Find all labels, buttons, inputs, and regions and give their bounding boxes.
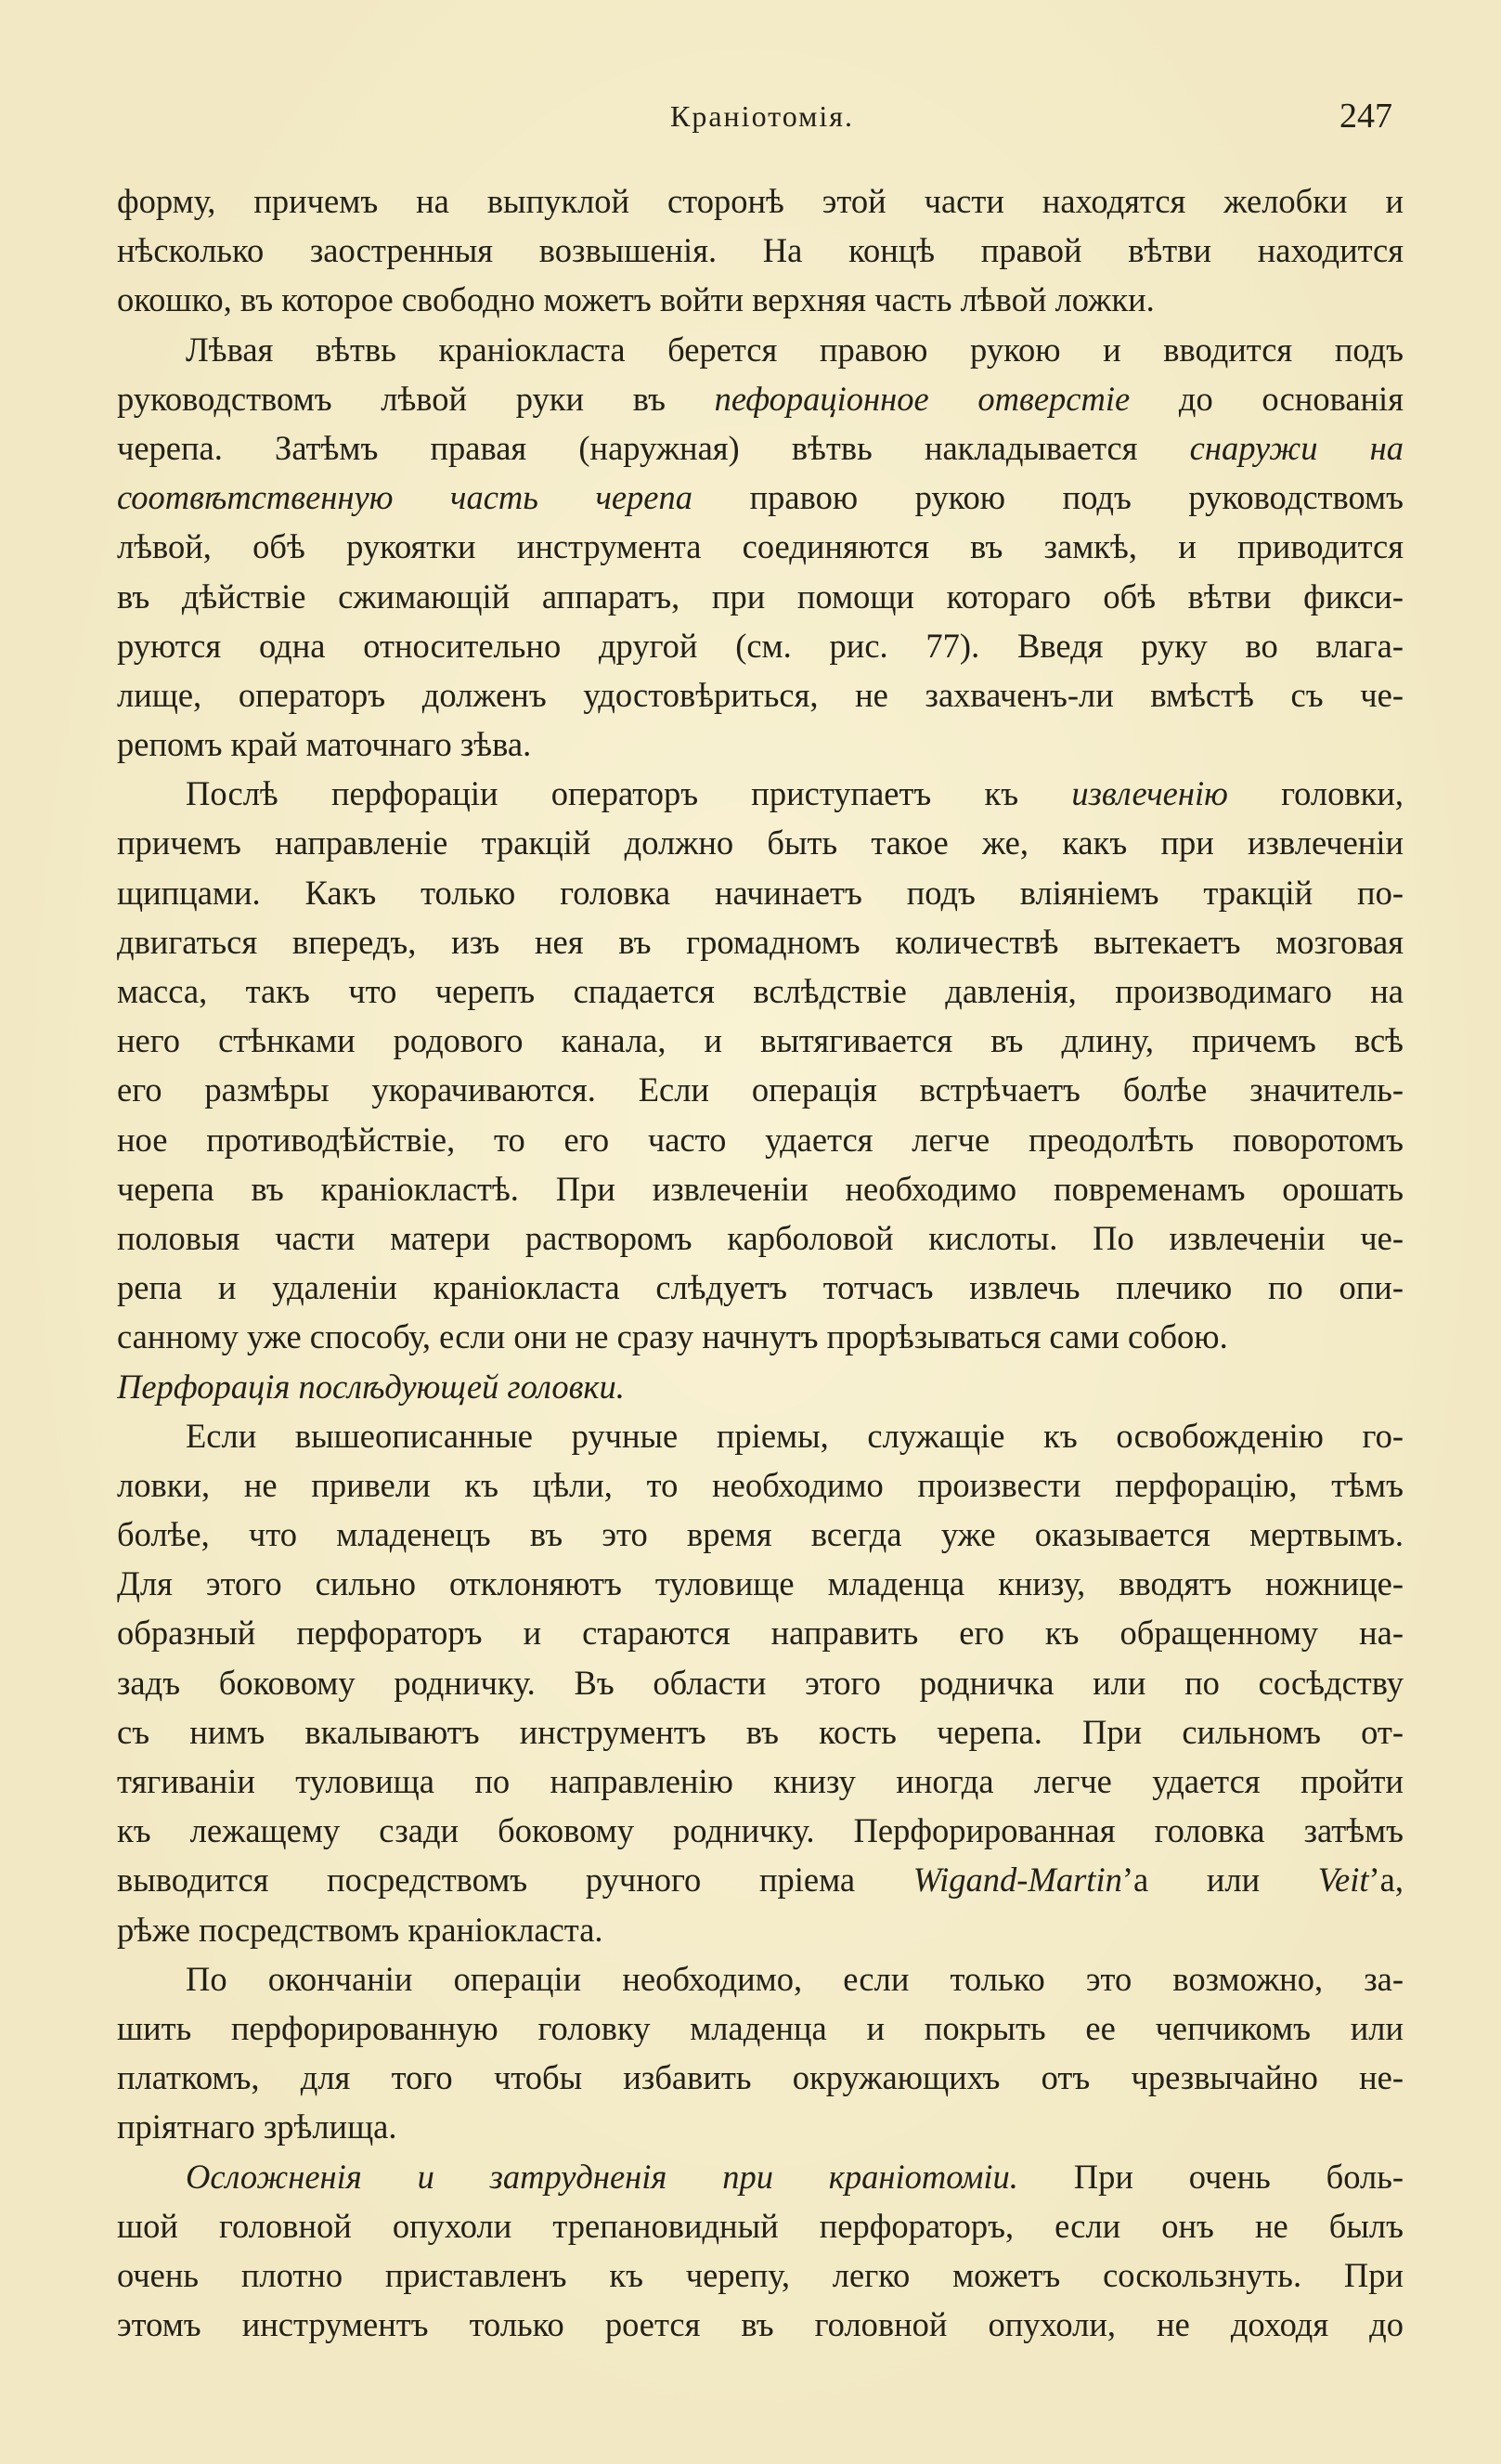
running-title: Краніотомія. [670,99,854,133]
text-line [117,176,1404,226]
italic-text: пефораціонное отверстіе [714,379,1131,418]
text-line [117,2053,1404,2102]
text-segment: половыя части матери растворомъ карболовой кислоты. По извлеченіи че- [117,1218,1404,1257]
text-line [117,2152,1404,2201]
text-line [117,1312,1404,1361]
text-segment: репомъ край маточнаго зѣва. [117,725,532,764]
text-segment: руководствомъ лѣвой руки въ [117,379,715,418]
text-line [117,1263,1404,1312]
text-line [117,917,1404,966]
text-line [117,522,1404,571]
text-line [117,2102,1404,2151]
italic-text: Перфорація послѣдующей головки. [117,1367,625,1406]
text-line [117,1608,1404,1657]
text-segment: По окончаніи операціи необходимо, если только это возможно, за- [186,1959,1404,1998]
text-line [117,2250,1404,2300]
text-segment: болѣе, что младенецъ въ это время всегда уже оказывается мертвымъ. [117,1515,1404,1554]
text-line [117,1905,1404,1954]
italic-text: соотвѣтственную часть черепа [117,478,693,517]
text-line [117,1016,1404,1065]
italic-text: Осложненія и затрудненія при краніотоміи. [186,2157,1018,2196]
text-segment: выводится посредствомъ ручного пріема [117,1861,913,1900]
text-segment: платкомъ, для того чтобы избавить окружающихъ отъ чрезвычайно не- [117,2058,1404,2097]
text-line [117,1658,1404,1707]
text-line [117,275,1404,324]
text-line [117,1559,1404,1608]
text-segment: шой головной опухоли трепановидный перфораторъ, если онъ не былъ [117,2206,1404,2245]
italic-text: извлеченію [1071,774,1228,813]
text-segment: ловки, не привели къ цѣли, то необходимо произвести перфорацію, тѣмъ [117,1465,1404,1504]
italic-text: Veit [1317,1861,1369,1900]
text-line [117,1806,1404,1855]
text-line [117,818,1404,867]
italic-text: снаружи на [1189,428,1404,467]
text-line [117,226,1404,275]
text-segment: окошко, въ которое свободно можетъ войти верхняя часть лѣвой ложки. [117,280,1155,319]
italic-text: Wigand-Martin [912,1861,1122,1900]
text-segment: въ дѣйствіе сжимающій аппаратъ, при помощи котораго обѣ вѣтви фикси- [117,577,1404,616]
text-line [117,2300,1404,2349]
text-segment: его размѣры укорачиваются. Если операція встрѣчаетъ болѣе значитель- [117,1070,1404,1109]
text-line [117,572,1404,621]
text-line [117,1460,1404,1510]
text-segment: лище, операторъ долженъ удостовѣриться, не захваченъ-ли вмѣстѣ съ че- [117,675,1404,714]
text-line [117,1065,1404,1114]
section-heading [117,1362,1404,1411]
running-head [0,93,1501,139]
text-segment: образный перфораторъ и стараются направить его къ обращенному на- [117,1614,1404,1653]
text-segment: него стѣнками родового канала, и вытягивается въ длину, причемъ всѣ [117,1021,1404,1060]
text-line [117,1164,1404,1213]
text-line [117,2004,1404,2053]
text-segment: форму, причемъ на выпуклой сторонѣ этой части находятся желобки и [117,182,1404,220]
text-segment: черепа. Затѣмъ правая (наружная) вѣтвь накладывается [117,428,1190,467]
text-segment: масса, такъ что черепъ спадается вслѣдствіе давленія, производимаго на [117,972,1404,1010]
text-segment: шить перфорированную головку младенца и покрыть ее чепчикомъ или [117,2008,1404,2047]
text-segment: очень плотно приставленъ къ черепу, легко можетъ соскользнуть. При [117,2255,1404,2294]
text-line [117,720,1404,769]
text-line [117,423,1404,473]
text-segment: до основанія [1130,379,1404,418]
text-segment: ное противодѣйствіе, то его часто удается легче преодолѣть поворотомъ [117,1120,1404,1159]
text-segment: правою рукою подъ руководствомъ [692,478,1404,517]
text-line [117,1115,1404,1164]
text-line [117,473,1404,522]
text-segment: Если вышеописанные ручные пріемы, служащіе къ освобожденію го- [186,1416,1404,1455]
text-line [117,670,1404,720]
text-segment: Для этого сильно отклоняютъ туловище младенца книзу, вводятъ ножнице- [117,1564,1404,1603]
text-line [117,2201,1404,2250]
text-segment: ’а, [1368,1861,1404,1900]
text-segment: пріятнаго зрѣлища. [117,2107,397,2146]
text-line [117,621,1404,670]
text-segment: нѣсколько заостренныя возвышенія. На концѣ правой вѣтви находится [117,231,1404,270]
text-line [117,1757,1404,1806]
text-line [117,1707,1404,1757]
text-line [117,325,1404,374]
text-segment: задъ боковому родничку. Въ области этого родничка или по сосѣдству [117,1663,1404,1702]
text-segment: тягиваніи туловища по направленію книзу иногда легче удается пройти [117,1762,1404,1800]
text-line [117,769,1404,818]
text-segment: руются одна относительно другой (см. рис. 77). Введя руку во влага- [117,626,1404,665]
text-line [117,1855,1404,1904]
text-line [117,1213,1404,1263]
text-segment: причемъ направленіе тракцій должно быть такое же, какъ при извлеченіи [117,823,1404,862]
text-segment: репа и удаленіи краніокласта слѣдуетъ тотчасъ извлечь плечико по опи- [117,1268,1404,1307]
body-text [117,176,1404,2349]
text-segment: къ лежащему сзади боковому родничку. Перфорированная головка затѣмъ [117,1811,1404,1850]
text-segment: щипцами. Какъ только головка начинаетъ подъ вліяніемъ тракцій по- [117,873,1404,912]
text-segment: этомъ инструментъ только роется въ головной опухоли, не доходя до [117,2305,1404,2344]
text-segment: рѣже посредствомъ краніокласта. [117,1910,603,1949]
page-number: 247 [1339,97,1392,136]
text-line [117,1510,1404,1559]
text-segment: лѣвой, обѣ рукоятки инструмента соединяются въ замкѣ, и приводится [117,527,1404,566]
text-segment: черепа въ краніокластѣ. При извлеченіи необходимо повременамъ орошать [117,1169,1404,1208]
text-segment: При очень боль- [1017,2157,1404,2196]
text-line [117,868,1404,917]
text-line [117,966,1404,1016]
text-line [117,1411,1404,1460]
text-segment: головки, [1227,774,1404,813]
text-segment: двигаться впередъ, изъ нея въ громадномъ количествѣ вытекаетъ мозговая [117,922,1404,961]
text-segment: Лѣвая вѣтвь краніокласта берется правою рукою и вводится подъ [186,330,1404,369]
text-segment: санному уже способу, если они не сразу начнутъ прорѣзываться сами собою. [117,1317,1228,1356]
text-segment: Послѣ перфораціи операторъ приступаетъ къ [186,774,1072,813]
text-segment: съ нимъ вкалываютъ инструментъ въ кость черепа. При сильномъ от- [117,1712,1404,1751]
text-line [117,374,1404,423]
text-segment: ’а или [1121,1861,1318,1900]
text-line [117,1954,1404,2004]
